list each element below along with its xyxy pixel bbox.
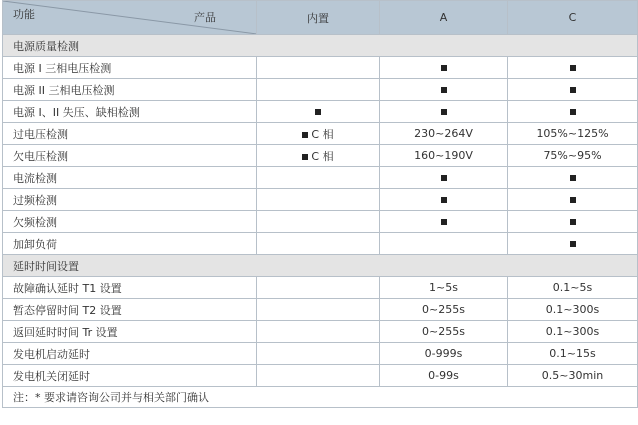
product-a-value: 0~255s	[380, 321, 508, 343]
cell-value: C 相	[311, 127, 334, 141]
feature-comparison-table	[2, 0, 638, 408]
function-name: 暂态停留时间 T2 设置	[3, 299, 257, 321]
header-row	[3, 1, 638, 35]
section-header-row	[3, 255, 638, 277]
diagonal-divider	[3, 1, 257, 34]
filled-square-icon	[570, 87, 576, 93]
function-name: 欠频检测	[3, 211, 257, 233]
header-c: C	[508, 1, 638, 35]
product-a-value: 1~5s	[380, 277, 508, 299]
product-a-value	[380, 211, 508, 233]
section-title: 电源质量检测	[3, 35, 638, 57]
note-row	[3, 387, 638, 408]
cell-value: C 相	[311, 149, 334, 163]
function-name: 过电压检测	[3, 123, 257, 145]
table-row	[3, 145, 638, 167]
header-function-product-cell	[3, 1, 257, 35]
table-row	[3, 277, 638, 299]
table-body	[3, 35, 638, 408]
builtin-value	[257, 277, 380, 299]
product-a-value	[380, 79, 508, 101]
filled-square-icon	[570, 219, 576, 225]
product-a-value: 160~190V	[380, 145, 508, 167]
function-name: 欠电压检测	[3, 145, 257, 167]
product-c-value: 0.1~15s	[508, 343, 638, 365]
table-row	[3, 321, 638, 343]
product-a-value: 0-999s	[380, 343, 508, 365]
filled-square-icon	[441, 197, 447, 203]
builtin-value	[257, 365, 380, 387]
function-name: 发电机关闭延时	[3, 365, 257, 387]
builtin-value	[257, 145, 380, 167]
builtin-value	[257, 101, 380, 123]
product-c-value: 0.1~300s	[508, 299, 638, 321]
table-row	[3, 79, 638, 101]
product-a-value	[380, 167, 508, 189]
function-name: 电源 II 三相电压检测	[3, 79, 257, 101]
header-builtin: 内置	[257, 1, 380, 35]
filled-square-icon	[302, 154, 308, 160]
footnote: 注：* 要求请咨询公司并与相关部门确认	[3, 387, 638, 408]
builtin-value	[257, 189, 380, 211]
function-name: 电源 I 三相电压检测	[3, 57, 257, 79]
product-a-value	[380, 233, 508, 255]
product-c-value: 0.1~5s	[508, 277, 638, 299]
product-c-value: 105%~125%	[508, 123, 638, 145]
filled-square-icon	[441, 219, 447, 225]
product-a-value: 230~264V	[380, 123, 508, 145]
product-c-value	[508, 233, 638, 255]
header-function-label: 功能	[13, 8, 35, 21]
table-row	[3, 299, 638, 321]
filled-square-icon	[570, 109, 576, 115]
filled-square-icon	[441, 109, 447, 115]
table-row	[3, 233, 638, 255]
filled-square-icon	[315, 109, 321, 115]
product-c-value	[508, 101, 638, 123]
filled-square-icon	[441, 87, 447, 93]
builtin-value	[257, 79, 380, 101]
filled-square-icon	[302, 132, 308, 138]
product-a-value	[380, 57, 508, 79]
filled-square-icon	[570, 197, 576, 203]
function-name: 发电机启动延时	[3, 343, 257, 365]
section-header-row	[3, 35, 638, 57]
filled-square-icon	[441, 175, 447, 181]
product-c-value	[508, 167, 638, 189]
filled-square-icon	[441, 65, 447, 71]
product-a-value: 0~255s	[380, 299, 508, 321]
filled-square-icon	[570, 241, 576, 247]
table-row	[3, 343, 638, 365]
table-row	[3, 101, 638, 123]
table-row	[3, 189, 638, 211]
builtin-value	[257, 211, 380, 233]
table-row	[3, 167, 638, 189]
function-name: 加卸负荷	[3, 233, 257, 255]
section-title: 延时时间设置	[3, 255, 638, 277]
product-c-value	[508, 79, 638, 101]
product-c-value: 0.1~300s	[508, 321, 638, 343]
function-name: 电源 I、II 失压、缺相检测	[3, 101, 257, 123]
table-row	[3, 57, 638, 79]
product-c-value	[508, 189, 638, 211]
function-name: 返回延时时间 Tr 设置	[3, 321, 257, 343]
table-row	[3, 123, 638, 145]
product-c-value: 0.5~30min	[508, 365, 638, 387]
header-a: A	[380, 1, 508, 35]
filled-square-icon	[570, 175, 576, 181]
table-row	[3, 365, 638, 387]
product-a-value: 0-99s	[380, 365, 508, 387]
function-name: 故障确认延时 T1 设置	[3, 277, 257, 299]
product-c-value	[508, 57, 638, 79]
product-c-value	[508, 211, 638, 233]
builtin-value	[257, 343, 380, 365]
function-name: 过频检测	[3, 189, 257, 211]
table-row	[3, 211, 638, 233]
product-a-value	[380, 189, 508, 211]
builtin-value	[257, 167, 380, 189]
builtin-value	[257, 321, 380, 343]
builtin-value	[257, 299, 380, 321]
filled-square-icon	[570, 65, 576, 71]
header-product-label: 产品	[194, 11, 216, 24]
builtin-value	[257, 57, 380, 79]
builtin-value	[257, 233, 380, 255]
builtin-value	[257, 123, 380, 145]
product-a-value	[380, 101, 508, 123]
product-c-value: 75%~95%	[508, 145, 638, 167]
function-name: 电流检测	[3, 167, 257, 189]
